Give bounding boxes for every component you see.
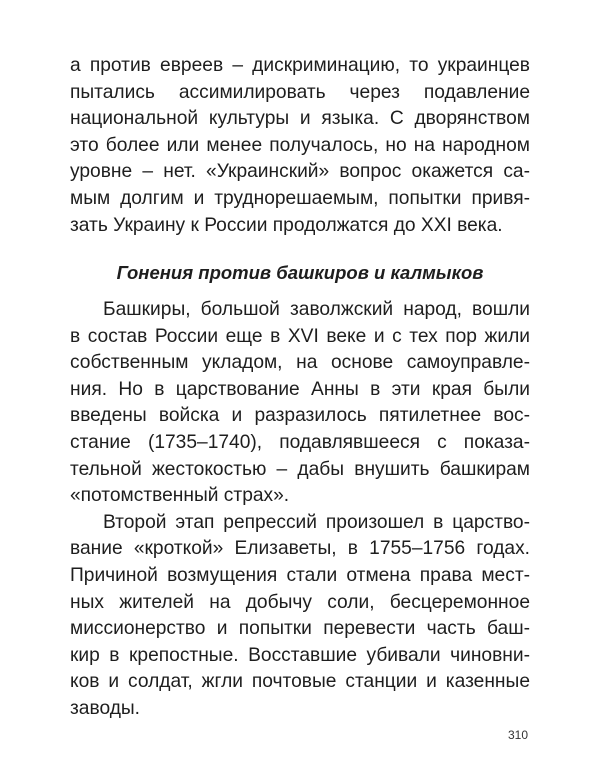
text-line: а против евреев – дискриминацию, то украинцев — [70, 55, 530, 76]
text-line: Второй этап репрессий произошел в царство- — [103, 511, 530, 533]
section-heading: Гонения против башкиров и калмыков — [116, 262, 484, 283]
text-line: национальной культуры и языка. С дворянством — [70, 108, 530, 130]
text-line: ных жителей на добычу соли, бесцеремонное — [70, 591, 530, 613]
paragraph-2 — [70, 297, 530, 510]
text-line: «потомственный страх». — [70, 485, 290, 507]
body-text — [70, 297, 530, 723]
text-line: ков и солдат, жгли почтовые станции и казенные — [70, 671, 530, 693]
paragraph-continued — [70, 53, 530, 239]
text-line: кир в крепостные. Восставшие убивали чиновни- — [70, 644, 530, 666]
text-line: уровне – нет. «Украинский» вопрос окажется са- — [70, 161, 530, 183]
text-line: Башкиры, большой заволжский народ, вошли — [103, 299, 530, 320]
text-line: ния. Но в царствование Анны в эти края были — [70, 378, 530, 400]
text-line: вание «кроткой» Елизаветы, в 1755–1756 годах. — [70, 538, 530, 560]
text-line: в состав России еще в XVI веке и с тех пор жили — [70, 325, 530, 347]
text-line: заводы. — [70, 697, 141, 719]
text-line: миссионерство и попытки перевести часть баш- — [70, 618, 530, 640]
paragraph-3 — [70, 510, 530, 723]
text-line: это более или менее получалось, но на народном — [70, 134, 530, 156]
page-number: 310 — [507, 728, 528, 742]
text-line: мым долгим и труднорешаемым, попытки привя- — [70, 187, 530, 209]
text-line: стание (1735–1740), подавлявшееся с показа- — [70, 431, 530, 453]
text-line: введены войска и разразилось пятилетнее вос- — [70, 405, 530, 427]
text-line: зать Украину к России продолжатся до XXI века. — [70, 214, 503, 236]
text-line: Причиной возмущения стали отмена права мест- — [70, 564, 530, 586]
text-line: пытались ассимилировать через подавление — [70, 81, 530, 103]
text-line: тельной жестокостью – дабы внушить башкирам — [70, 458, 530, 480]
text-line: собственным укладом, на основе самоуправле- — [70, 352, 530, 374]
